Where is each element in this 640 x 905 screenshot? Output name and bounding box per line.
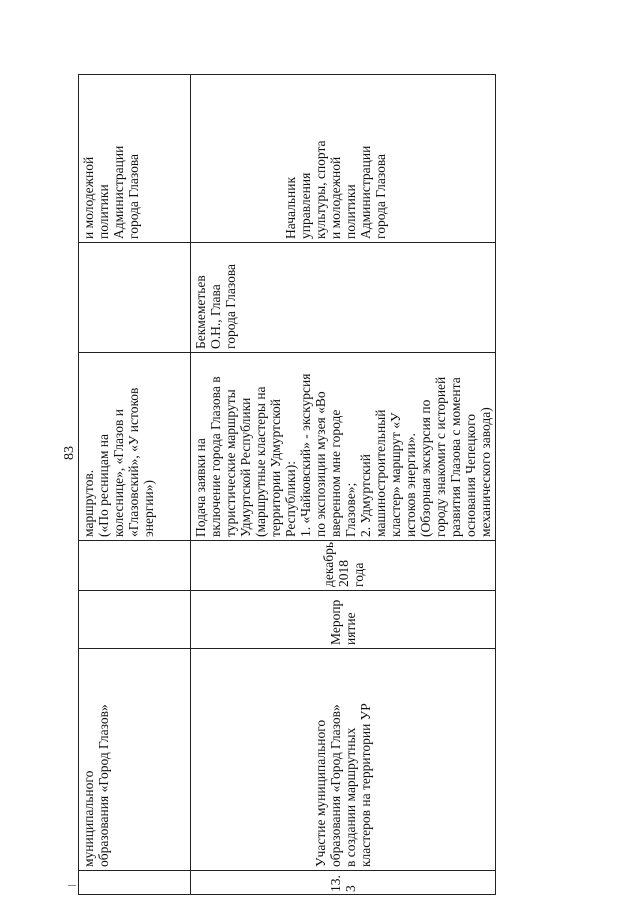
text-line xyxy=(223,78,238,239)
text-line: О.Н., Глава xyxy=(208,284,223,349)
activity-name-lines xyxy=(81,652,111,867)
plan-table xyxy=(78,74,496,895)
text-line: года xyxy=(350,562,366,587)
text-line: города Глазова xyxy=(373,153,388,239)
text-line xyxy=(238,78,253,239)
text-line: Администрации xyxy=(111,145,126,239)
text-line: кластер» маршрут «У xyxy=(388,412,403,537)
date-lines xyxy=(321,544,366,587)
page-number: 83 xyxy=(62,446,77,460)
content-lines xyxy=(81,356,156,537)
row-number-cell: 13.3 xyxy=(191,871,496,895)
responsible-cell xyxy=(79,243,191,353)
text-line xyxy=(268,78,283,239)
text-line: в создании маршрутных xyxy=(343,727,358,867)
text-line xyxy=(253,78,268,239)
text-line: 2. Удмуртский xyxy=(358,454,373,537)
text-line: (маршрутные кластеры на xyxy=(253,386,268,537)
text-line: Начальник xyxy=(283,176,298,239)
text-line: «Глазовский», «У истоков xyxy=(126,387,141,537)
text-line: по экспозиции музея «Во xyxy=(313,391,328,537)
text-line: политики xyxy=(96,184,111,239)
text-line: управления xyxy=(298,172,313,239)
text-line: туристические маршруты xyxy=(223,389,238,537)
content-cell xyxy=(79,353,191,541)
text-line: городу знакомит с историей xyxy=(433,376,448,537)
text-line: муниципального xyxy=(81,770,96,867)
text-line: образования «Город Глазов» xyxy=(96,704,111,867)
text-line: образования «Город Глазов» xyxy=(328,704,343,867)
text-line: (Обзорная экскурсия по xyxy=(418,399,433,537)
rotated-table-frame xyxy=(78,75,493,895)
table-row-13-3 xyxy=(191,75,496,895)
text-line: кластеров на территории УР xyxy=(358,703,373,867)
text-line: Удмуртской Республики xyxy=(238,397,253,537)
row-number-cell xyxy=(79,871,191,895)
text-line: города Глазова xyxy=(223,263,238,349)
text-line: 1. «Чайковский» - экскурсия xyxy=(298,373,313,537)
date-cell xyxy=(79,541,191,591)
text-line: («По ресницам на xyxy=(96,434,111,537)
executor-lines xyxy=(81,78,141,239)
text-line: маршрутов. xyxy=(81,469,96,537)
text-line: механического завода) xyxy=(478,407,493,537)
text-line: Бекмеметьев xyxy=(193,275,208,349)
text-line: Участие муниципального xyxy=(313,719,328,867)
content-lines xyxy=(193,356,493,537)
scan-mark xyxy=(68,885,76,886)
responsible-cell xyxy=(191,243,496,353)
activity-name-cell xyxy=(191,649,496,871)
text-line: истоков энергии». xyxy=(403,433,418,537)
activity-name-lines xyxy=(313,652,373,867)
content-cell xyxy=(191,353,496,541)
text-line: и молодежной xyxy=(328,156,343,239)
text-line: Республики): xyxy=(283,461,298,537)
text-line: культуры, спорта xyxy=(313,140,328,239)
text-line: Подача заявки на xyxy=(193,438,208,537)
text-line: политики xyxy=(343,184,358,239)
text-line: Администрации xyxy=(358,145,373,239)
text-line: колеснице», «Глазов и xyxy=(111,409,126,537)
text-line: развития Глазова с момента xyxy=(448,377,463,537)
text-line: 2018 xyxy=(335,560,351,587)
text-line: декабрь xyxy=(320,542,336,587)
form-cell: Мероприятие xyxy=(191,591,496,649)
text-line: и молодежной xyxy=(81,156,96,239)
date-cell xyxy=(191,541,496,591)
table-row-continuation xyxy=(79,75,191,895)
activity-name-cell xyxy=(79,649,191,871)
text-line xyxy=(193,78,208,239)
text-line: территории Удмуртской xyxy=(268,399,283,537)
text-line: машиностроительный xyxy=(373,409,388,537)
executor-cell xyxy=(191,75,496,243)
text-line: основания Чепецкого xyxy=(463,413,478,537)
responsible-lines xyxy=(193,246,238,349)
text-line: города Глазова xyxy=(126,153,141,239)
form-cell xyxy=(79,591,191,649)
executor-lines xyxy=(193,78,388,239)
text-line xyxy=(208,78,223,239)
text-line: Глазове»; xyxy=(343,482,358,537)
text-line: включение города Глазова в xyxy=(208,376,223,537)
text-line: энергии») xyxy=(141,480,156,537)
executor-cell xyxy=(79,75,191,243)
text-line: вверенном мне городе xyxy=(328,409,343,537)
